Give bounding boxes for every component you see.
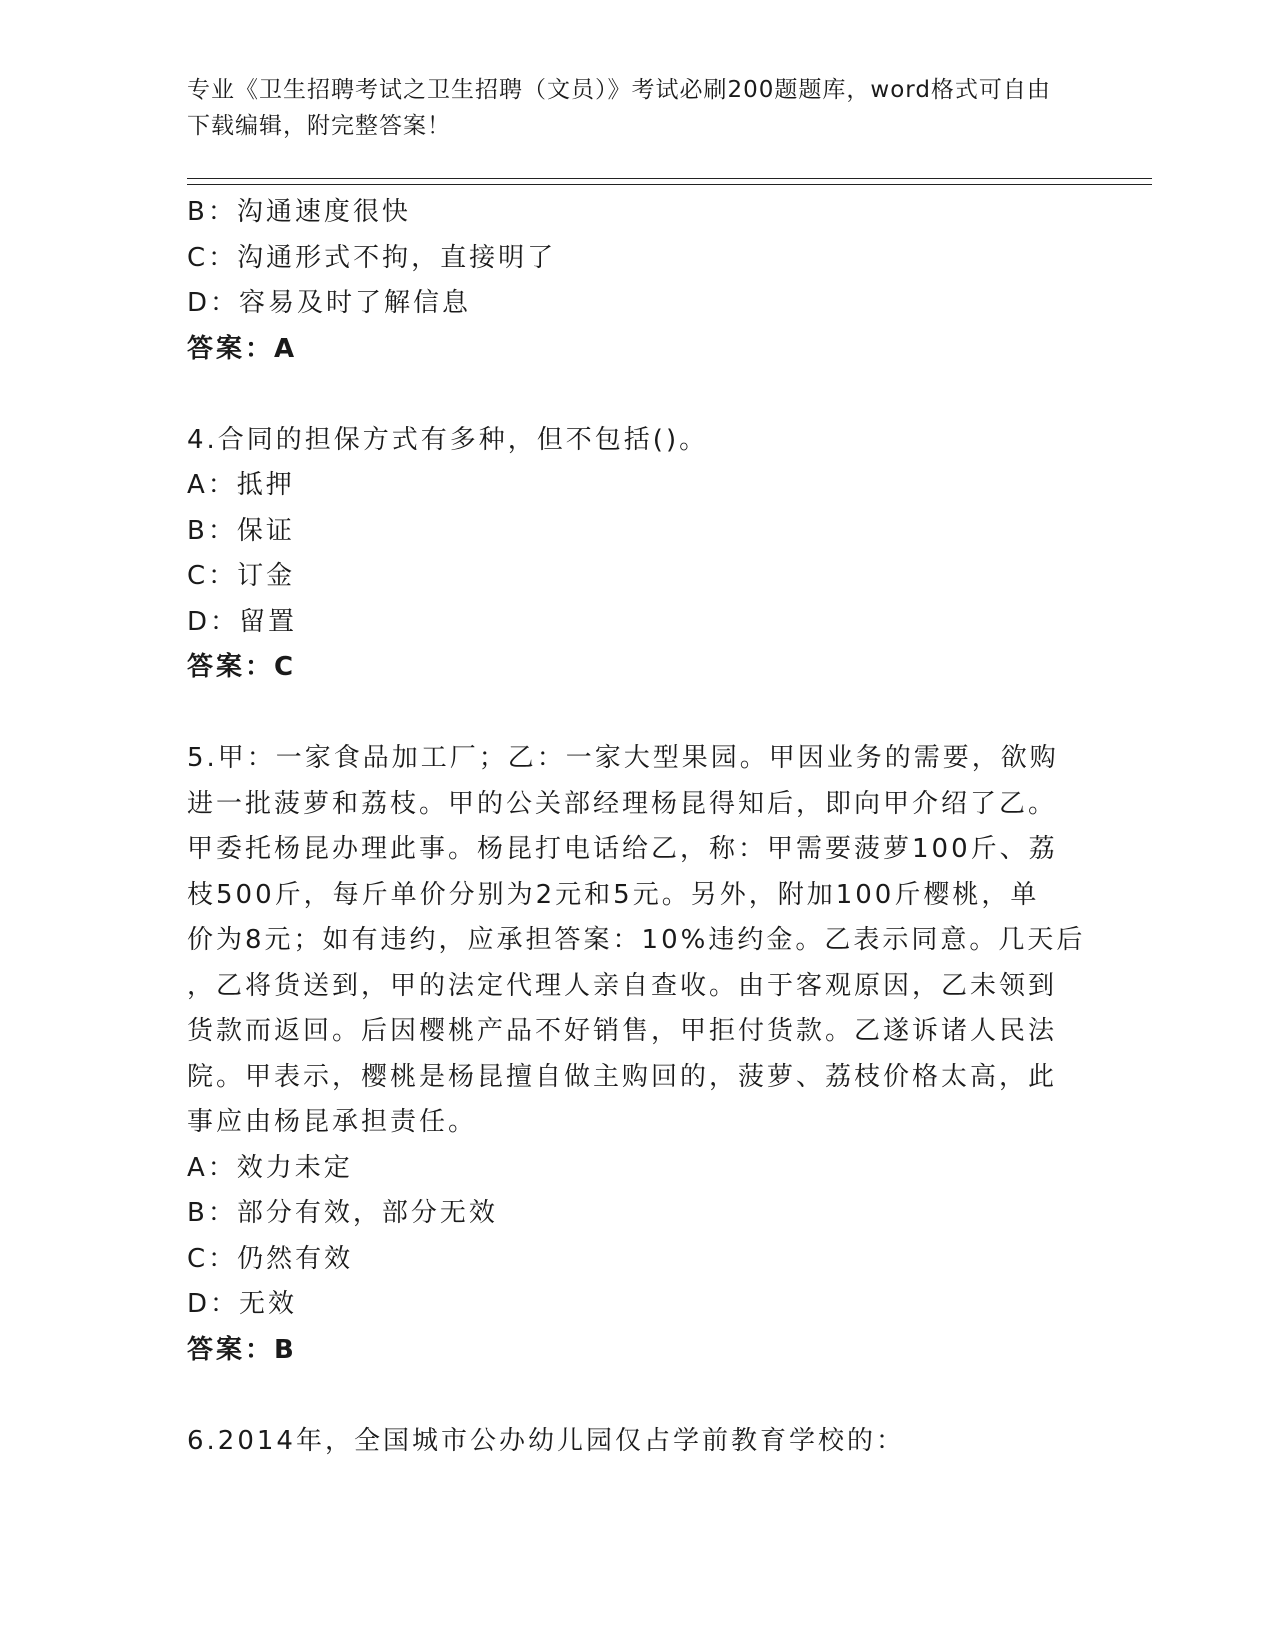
question-text-line: 枝500斤，每斤单价分别为2元和5元。另外，附加100斤樱桃，单: [187, 879, 1040, 910]
spacer: [187, 1373, 1077, 1419]
option-c: C：订金: [187, 561, 296, 591]
question-text-line: 甲委托杨昆办理此事。杨昆打电话给乙，称：甲需要菠萝100斤、荔: [187, 834, 1058, 864]
option-b: B：部分有效，部分无效: [187, 1198, 498, 1228]
question-text-line: 货款而返回。后因樱桃产品不好销售，甲拒付货款。乙遂诉诸人民法: [187, 1016, 1058, 1046]
header-rule-bottom: [187, 184, 1152, 185]
question-5: [187, 736, 1086, 1373]
option-a: A：效力未定: [187, 1152, 353, 1183]
header-rule-top: [187, 178, 1152, 179]
option-c: C：沟通形式不拘，直接明了: [187, 242, 557, 273]
question-text-line: ，乙将货送到，甲的法定代理人亲自查收。由于客观原因，乙未领到: [187, 970, 1058, 1001]
spacer: [187, 372, 1077, 418]
option-d: D：容易及时了解信息: [187, 288, 472, 318]
answer-label: 答案：C: [187, 652, 297, 682]
question-text-line: 5.甲：一家食品加工厂；乙：一家大型果园。甲因业务的需要，欲购: [187, 743, 1059, 773]
option-b: B：沟通速度很快: [187, 197, 411, 227]
question-text-line: 价为8元；如有违约，应承担答案：10%违约金。乙表示同意。几天后: [187, 925, 1086, 955]
option-d: D：留置: [187, 606, 298, 637]
answer-label: 答案：A: [187, 333, 298, 364]
question-4: [187, 418, 1077, 691]
option-b: B：保证: [187, 515, 295, 546]
option-d: D：无效: [187, 1289, 298, 1319]
spacer: [187, 691, 1077, 737]
question-text-line: 事应由杨昆承担责任。: [187, 1107, 478, 1137]
question-text: 6.2014年，全国城市公办幼儿园仅占学前教育学校的：: [187, 1425, 905, 1456]
question-3-tail: [187, 190, 1077, 372]
question-text-line: 院。甲表示，樱桃是杨昆擅自做主购回的，菠萝、荔枝价格太高，此: [187, 1061, 1058, 1092]
option-c: C：仍然有效: [187, 1243, 354, 1274]
answer-label: 答案：B: [187, 1334, 297, 1365]
question-content: [187, 190, 1086, 1464]
document-header: 专业《卫生招聘考试之卫生招聘（文员）》考试必刷200题题库，word格式可自由下载编辑，附完整答案！: [187, 77, 1051, 139]
question-6: [187, 1419, 1077, 1465]
option-a: A：抵押: [187, 470, 295, 500]
question-text: 4.合同的担保方式有多种，但不包括()。: [187, 424, 709, 455]
question-text-line: 进一批菠萝和荔枝。甲的公关部经理杨昆得知后，即向甲介绍了乙。: [187, 788, 1058, 819]
